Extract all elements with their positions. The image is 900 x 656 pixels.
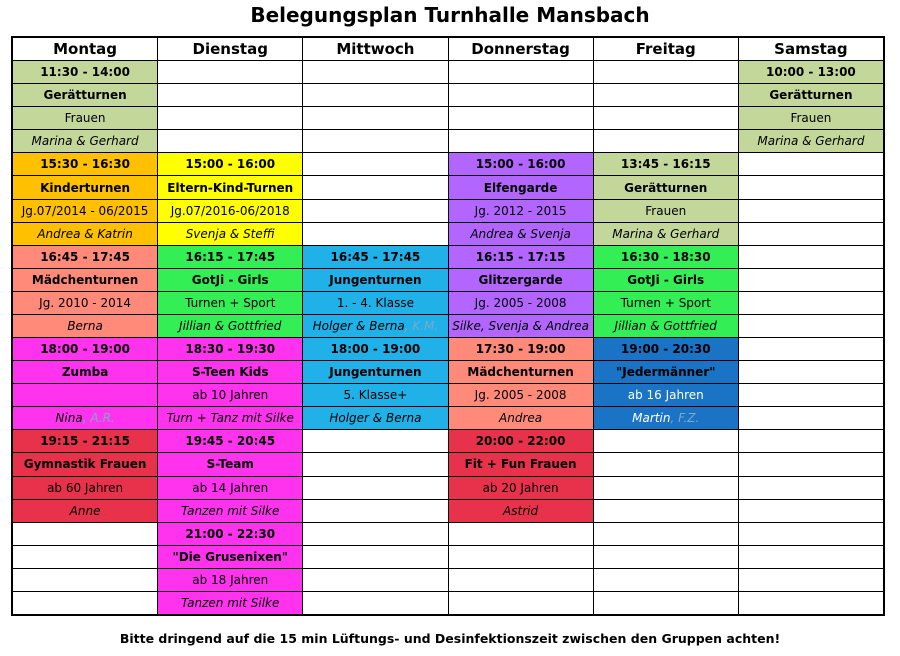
cell-text: "Jedermänner" <box>615 365 716 380</box>
cell-text: Elfengarde <box>483 180 558 195</box>
cell-text: Turnen + Sport <box>620 295 711 310</box>
cell-text: Holger & Berna <box>312 318 405 333</box>
schedule-cell <box>13 292 157 314</box>
cell-text: Zumba <box>61 365 109 380</box>
schedule-cell <box>739 153 883 175</box>
cell-text: ab 20 Jahren <box>482 480 559 495</box>
schedule-cell <box>13 223 157 245</box>
schedule-cell <box>303 569 447 591</box>
schedule-cell <box>594 246 738 268</box>
cell-extra-text: , F.Z. <box>670 411 700 426</box>
schedule-cell <box>158 500 302 522</box>
schedule-cell <box>739 315 883 337</box>
schedule-cell <box>303 153 447 175</box>
schedule-cell <box>739 200 883 222</box>
cell-text: Marina & Gerhard <box>31 134 139 149</box>
schedule-cell <box>449 223 593 245</box>
schedule-cell <box>449 130 593 152</box>
cell-text: Marina & Gerhard <box>612 226 720 241</box>
schedule-cell <box>13 130 157 152</box>
schedule-cell <box>158 107 302 129</box>
cell-text: GotJi - Girls <box>191 272 269 287</box>
schedule-cell <box>303 338 447 360</box>
cell-text: S-Teen Kids <box>191 365 269 380</box>
schedule-cell <box>739 292 883 314</box>
schedule-cell <box>739 61 883 83</box>
cell-text: Gerätturnen <box>769 88 853 103</box>
schedule-cell <box>13 338 157 360</box>
schedule-cell <box>739 407 883 429</box>
schedule-cell <box>13 430 157 452</box>
day-header-mittwoch: Mittwoch <box>303 38 447 60</box>
cell-text: ab 10 Jahren <box>192 388 269 403</box>
schedule-cell <box>158 569 302 591</box>
schedule-cell <box>739 269 883 291</box>
schedule-cell <box>13 315 157 337</box>
schedule-cell <box>158 338 302 360</box>
schedule-cell <box>739 523 883 545</box>
schedule-cell <box>13 153 157 175</box>
schedule-cell <box>739 477 883 499</box>
cell-text: Eltern-Kind-Turnen <box>167 180 294 195</box>
schedule-cell <box>594 430 738 452</box>
cell-text: Andrea <box>499 411 543 426</box>
schedule-cell <box>739 84 883 106</box>
schedule-cell <box>594 384 738 406</box>
schedule-cell <box>158 269 302 291</box>
schedule-cell <box>158 384 302 406</box>
schedule-cell <box>158 430 302 452</box>
schedule-cell <box>739 176 883 198</box>
cell-text: Astrid <box>503 503 539 518</box>
schedule-cell <box>13 592 157 614</box>
cell-text: Kinderturnen <box>40 180 131 195</box>
schedule-cell <box>13 61 157 83</box>
cell-text: Turn + Tanz mit Silke <box>166 411 294 426</box>
schedule-cell <box>449 176 593 198</box>
schedule-cell <box>303 200 447 222</box>
schedule-cell <box>303 176 447 198</box>
day-header-donnerstag: Donnerstag <box>449 38 593 60</box>
schedule-cell <box>303 546 447 568</box>
cell-text: ab 14 Jahren <box>192 480 269 495</box>
schedule-cell <box>449 61 593 83</box>
schedule-cell <box>449 269 593 291</box>
schedule-table <box>11 36 885 616</box>
cell-text: Martin <box>632 411 671 426</box>
schedule-cell <box>594 84 738 106</box>
schedule-cell <box>739 107 883 129</box>
cell-text: 18:30 - 19:30 <box>185 342 276 357</box>
schedule-cell <box>739 453 883 475</box>
schedule-cell <box>739 384 883 406</box>
cell-text: 16:15 - 17:15 <box>475 249 566 264</box>
day-header-dienstag: Dienstag <box>158 38 302 60</box>
cell-text: Jg. 2010 - 2014 <box>39 295 131 310</box>
schedule-cell <box>13 200 157 222</box>
schedule-cell <box>449 361 593 383</box>
cell-text: Gerätturnen <box>624 180 708 195</box>
schedule-cell <box>594 453 738 475</box>
cell-text: 16:45 - 17:45 <box>330 249 421 264</box>
schedule-cell <box>303 523 447 545</box>
schedule-cell <box>158 61 302 83</box>
cell-text: ab 18 Jahren <box>192 572 269 587</box>
schedule-cell <box>303 407 447 429</box>
schedule-cell <box>594 315 738 337</box>
schedule-cell <box>594 292 738 314</box>
cell-text: ab 60 Jahren <box>47 480 124 495</box>
schedule-cell <box>739 592 883 614</box>
cell-text: 18:00 - 19:00 <box>40 342 130 357</box>
footer-note: Bitte dringend auf die 15 min Lüftungs- und Desinfektionszeit zwischen den Gruppen achten! <box>119 631 781 646</box>
cell-text: S-Team <box>206 457 254 472</box>
schedule-cell <box>158 84 302 106</box>
cell-text: Jungenturnen <box>329 272 422 287</box>
cell-text: Jillian & Gottfried <box>179 318 282 333</box>
day-header-freitag: Freitag <box>594 38 738 60</box>
schedule-cell <box>739 338 883 360</box>
schedule-cell <box>449 200 593 222</box>
cell-text: 15:00 - 16:00 <box>185 157 276 172</box>
schedule-cell <box>158 546 302 568</box>
cell-text: 16:30 - 18:30 <box>620 249 711 264</box>
schedule-cell <box>303 477 447 499</box>
schedule-cell <box>158 153 302 175</box>
schedule-cell <box>13 523 157 545</box>
cell-text: Jillian & Gottfried <box>614 318 717 333</box>
cell-text: Berna <box>67 318 103 333</box>
schedule-cell <box>449 338 593 360</box>
schedule-cell <box>303 430 447 452</box>
schedule-cell <box>303 453 447 475</box>
cell-text: ab 16 Jahren <box>627 388 704 403</box>
schedule-cell <box>739 430 883 452</box>
schedule-cell <box>13 500 157 522</box>
schedule-cell <box>13 176 157 198</box>
schedule-cell <box>303 269 447 291</box>
schedule-cell <box>594 200 738 222</box>
schedule-cell <box>158 523 302 545</box>
schedule-cell <box>449 453 593 475</box>
cell-text: Nina <box>55 411 83 426</box>
cell-text: 13:45 - 16:15 <box>620 157 711 172</box>
schedule-cell <box>739 246 883 268</box>
schedule-cell <box>739 500 883 522</box>
schedule-cell <box>13 569 157 591</box>
schedule-cell <box>594 569 738 591</box>
schedule-cell <box>594 500 738 522</box>
schedule-cell <box>158 407 302 429</box>
cell-text: Glitzergarde <box>478 272 563 287</box>
schedule-cell <box>303 61 447 83</box>
cell-text: Mädchenturnen <box>467 365 574 380</box>
schedule-cell <box>158 130 302 152</box>
schedule-cell <box>158 246 302 268</box>
schedule-cell <box>158 453 302 475</box>
schedule-cell <box>594 269 738 291</box>
schedule-cell <box>13 477 157 499</box>
cell-text: Gerätturnen <box>43 88 127 103</box>
schedule-cell <box>303 246 447 268</box>
cell-text: Gymnastik Frauen <box>23 457 147 472</box>
cell-text: 16:15 - 17:45 <box>185 249 276 264</box>
schedule-cell <box>449 592 593 614</box>
schedule-cell <box>303 84 447 106</box>
cell-text: Tanzen mit Silke <box>181 503 280 518</box>
cell-text: 11:30 - 14:00 <box>40 65 130 80</box>
schedule-cell <box>303 223 447 245</box>
schedule-cell <box>594 223 738 245</box>
schedule-cell <box>303 315 447 337</box>
cell-text: Marina & Gerhard <box>757 134 865 149</box>
schedule-cell <box>13 107 157 129</box>
schedule-cell <box>449 569 593 591</box>
schedule-cell <box>449 107 593 129</box>
schedule-cell <box>158 223 302 245</box>
cell-text: 1. - 4. Klasse <box>336 295 414 310</box>
schedule-cell <box>158 292 302 314</box>
schedule-cell <box>739 546 883 568</box>
schedule-cell <box>594 361 738 383</box>
cell-text: 17:30 - 19:00 <box>475 342 566 357</box>
cell-text: GotJi - Girls <box>627 272 705 287</box>
cell-text: Mädchenturnen <box>31 272 139 287</box>
cell-text: 15:00 - 16:00 <box>475 157 566 172</box>
schedule-cell <box>594 523 738 545</box>
schedule-cell <box>449 246 593 268</box>
schedule-cell <box>303 500 447 522</box>
schedule-cell <box>449 546 593 568</box>
schedule-cell <box>594 61 738 83</box>
cell-text: Holger & Berna <box>329 411 422 426</box>
schedule-cell <box>449 384 593 406</box>
schedule-cell <box>303 292 447 314</box>
day-header-montag: Montag <box>13 38 157 60</box>
schedule-cell <box>303 592 447 614</box>
schedule-cell <box>449 477 593 499</box>
schedule-cell <box>594 153 738 175</box>
schedule-cell <box>13 546 157 568</box>
schedule-cell <box>594 592 738 614</box>
cell-text: Jg. 2012 - 2015 <box>474 203 567 218</box>
schedule-cell <box>449 315 593 337</box>
schedule-cell <box>13 384 157 406</box>
schedule-cell <box>158 592 302 614</box>
cell-text: 21:00 - 22:30 <box>185 526 276 541</box>
cell-text: 19:00 - 20:30 <box>620 342 711 357</box>
schedule-cell <box>303 384 447 406</box>
schedule-cell <box>594 176 738 198</box>
schedule-cell <box>449 153 593 175</box>
cell-text: Svenja & Steffi <box>185 226 275 241</box>
schedule-cell <box>594 407 738 429</box>
schedule-cell <box>158 176 302 198</box>
schedule-cell <box>594 477 738 499</box>
cell-text: Jg.07/2016-06/2018 <box>170 203 290 218</box>
cell-text: Frauen <box>645 203 687 218</box>
schedule-cell <box>13 84 157 106</box>
schedule-cell <box>449 430 593 452</box>
cell-text: 18:00 - 19:00 <box>330 342 421 357</box>
schedule-cell <box>13 407 157 429</box>
schedule-cell <box>594 130 738 152</box>
schedule-cell <box>739 569 883 591</box>
cell-text: Frauen <box>790 111 832 126</box>
cell-text: Fit + Fun Frauen <box>464 457 577 472</box>
schedule-cell <box>449 407 593 429</box>
cell-text: 15:30 - 16:30 <box>40 157 130 172</box>
page-title: Belegungsplan Turnhalle Mansbach <box>250 3 650 27</box>
schedule-cell <box>449 500 593 522</box>
cell-text: 19:45 - 20:45 <box>185 434 276 449</box>
cell-text: 16:45 - 17:45 <box>40 249 130 264</box>
cell-text: Andrea & Svenja <box>470 226 571 241</box>
day-header-samstag: Samstag <box>739 38 883 60</box>
schedule-cell <box>158 361 302 383</box>
schedule-cell <box>739 130 883 152</box>
schedule-cell <box>303 107 447 129</box>
cell-text: Frauen <box>64 111 106 126</box>
schedule-cell <box>13 269 157 291</box>
schedule-cell <box>158 200 302 222</box>
cell-text: 5. Klasse+ <box>343 388 408 403</box>
cell-text: 10:00 - 13:00 <box>766 65 856 80</box>
schedule-cell <box>739 361 883 383</box>
schedule-cell <box>449 292 593 314</box>
schedule-cell <box>158 315 302 337</box>
cell-text: Jg. 2005 - 2008 <box>474 295 567 310</box>
schedule-cell <box>449 84 593 106</box>
cell-text: "Die Grusenixen" <box>172 549 289 564</box>
cell-text: 20:00 - 22:00 <box>475 434 566 449</box>
cell-text: Silke, Svenja & Andrea <box>452 318 589 333</box>
schedule-cell <box>303 130 447 152</box>
schedule-cell <box>739 223 883 245</box>
schedule-cell <box>158 477 302 499</box>
cell-text: Jg.07/2014 - 06/2015 <box>21 203 149 218</box>
cell-text: Andrea & Katrin <box>37 226 133 241</box>
schedule-cell <box>303 361 447 383</box>
cell-text: Turnen + Sport <box>185 295 276 310</box>
schedule-cell <box>13 246 157 268</box>
schedule-cell <box>594 546 738 568</box>
cell-extra-text: , K.M. <box>404 318 439 333</box>
schedule-cell <box>13 361 157 383</box>
cell-text: Anne <box>69 503 101 518</box>
cell-text: Jg. 2005 - 2008 <box>474 388 567 403</box>
cell-text: 19:15 - 21:15 <box>40 434 130 449</box>
schedule-cell <box>13 453 157 475</box>
cell-extra-text: , A.R. <box>82 411 115 426</box>
schedule-cell <box>449 523 593 545</box>
schedule-cell <box>594 107 738 129</box>
schedule-cell <box>594 338 738 360</box>
cell-text: Tanzen mit Silke <box>181 595 280 610</box>
cell-text: Jungenturnen <box>329 365 422 380</box>
